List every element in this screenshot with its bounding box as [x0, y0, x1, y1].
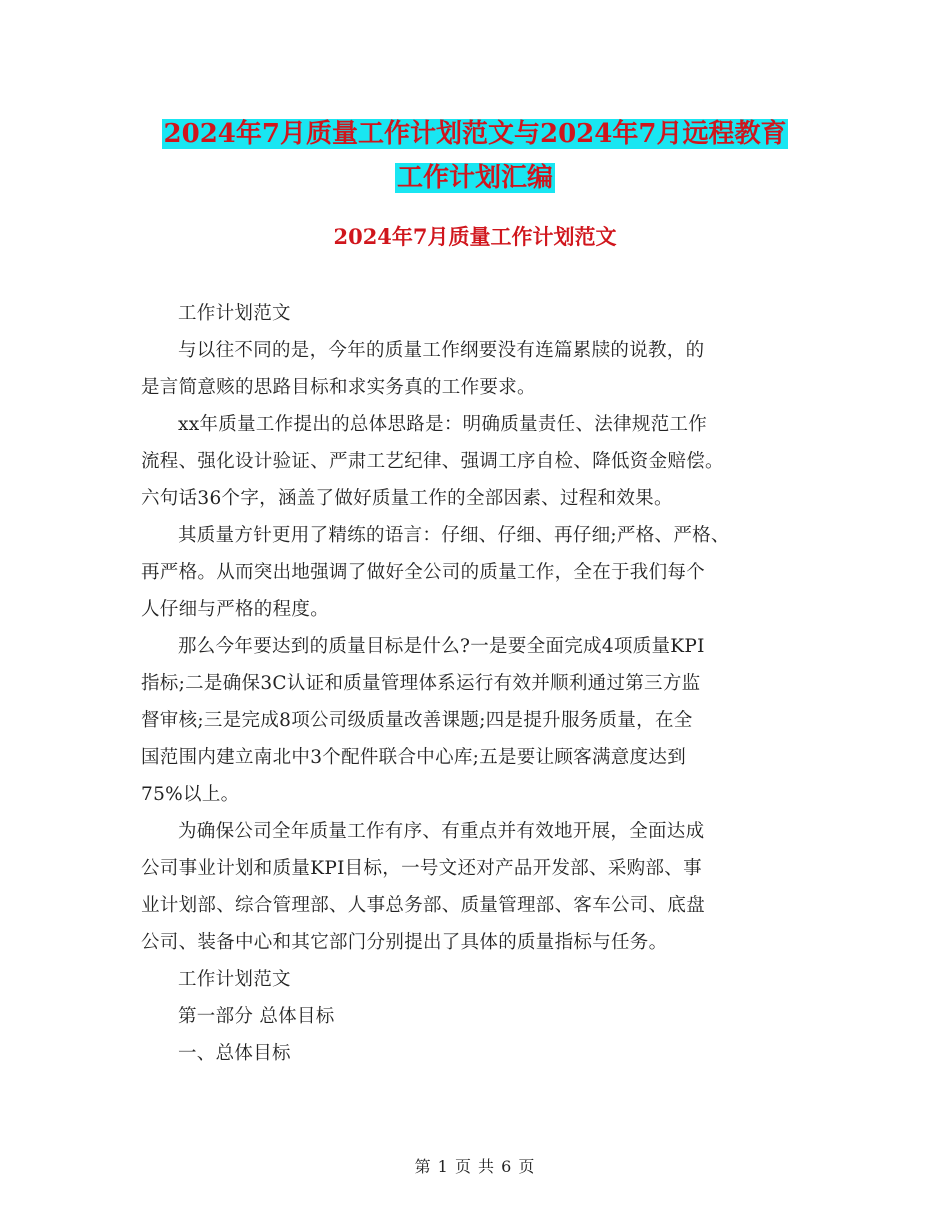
paragraph-line: 人仔细与严格的程度。 [141, 599, 330, 620]
paragraph-line: 与以往不同的是，今年的质量工作纲要没有连篇累牍的说教，的 [178, 340, 705, 361]
paragraph-line: 再严格。从而突出地强调了做好全公司的质量工作，全在于我们每个 [141, 562, 706, 583]
paragraph-line: 那么今年要达到的质量目标是什么?一是要全面完成4项质量KPI [178, 636, 705, 657]
document-body [141, 295, 831, 1072]
paragraph-line: 工作计划范文 [178, 303, 291, 324]
paragraph-line: 75%以上。 [141, 784, 240, 805]
paragraph-line: 工作计划范文 [178, 969, 291, 990]
paragraph-line: 其质量方针更用了精练的语言：仔细、仔细、再仔细;严格、严格、 [178, 525, 730, 546]
section-title: 2024年7月质量工作计划范文 [333, 224, 617, 249]
paragraph-line: 是言简意赅的思路目标和求实务真的工作要求。 [141, 377, 536, 398]
paragraph-line: xx年质量工作提出的总体思路是：明确质量责任、法律规范工作 [178, 414, 708, 435]
paragraph-line: 公司事业计划和质量KPI目标，一号文还对产品开发部、采购部、事 [141, 858, 702, 879]
body-paragraph [141, 961, 831, 998]
body-paragraph [141, 406, 831, 517]
body-paragraph [141, 628, 831, 813]
paragraph-line: 一、总体目标 [178, 1043, 291, 1064]
body-paragraph [141, 998, 831, 1035]
page-number-footer: 第 1 页 共 6 页 [414, 1157, 536, 1176]
paragraph-line: 业计划部、综合管理部、人事总务部、质量管理部、客车公司、底盘 [141, 895, 706, 916]
paragraph-line: 指标;二是确保3C认证和质量管理体系运行有效并顺利通过第三方监 [141, 673, 701, 694]
paragraph-line: 第一部分 总体目标 [178, 1006, 335, 1027]
paragraph-line: 督审核;三是完成8项公司级质量改善课题;四是提升服务质量，在全 [141, 710, 693, 731]
document-title-line-1: 2024年7月质量工作计划范文与2024年7月远程教育 [163, 119, 787, 149]
paragraph-line: 为确保公司全年质量工作有序、有重点并有效地开展，全面达成 [178, 821, 705, 842]
paragraph-line: 公司、装备中心和其它部门分别提出了具体的质量指标与任务。 [141, 932, 668, 953]
document-title [0, 112, 950, 200]
document-title-line-2: 工作计划汇编 [396, 163, 553, 193]
body-paragraph [141, 813, 831, 961]
paragraph-line: 六句话36个字，涵盖了做好质量工作的全部因素、过程和效果。 [141, 488, 673, 509]
paragraph-line: 国范围内建立南北中3个配件联合中心库;五是要让顾客满意度达到 [141, 747, 687, 768]
body-paragraph [141, 517, 831, 628]
body-paragraph [141, 295, 831, 332]
paragraph-line: 流程、强化设计验证、严肃工艺纪律、强调工序自检、降低资金赔偿。 [141, 451, 724, 472]
body-paragraph [141, 332, 831, 406]
body-paragraph [141, 1035, 831, 1072]
